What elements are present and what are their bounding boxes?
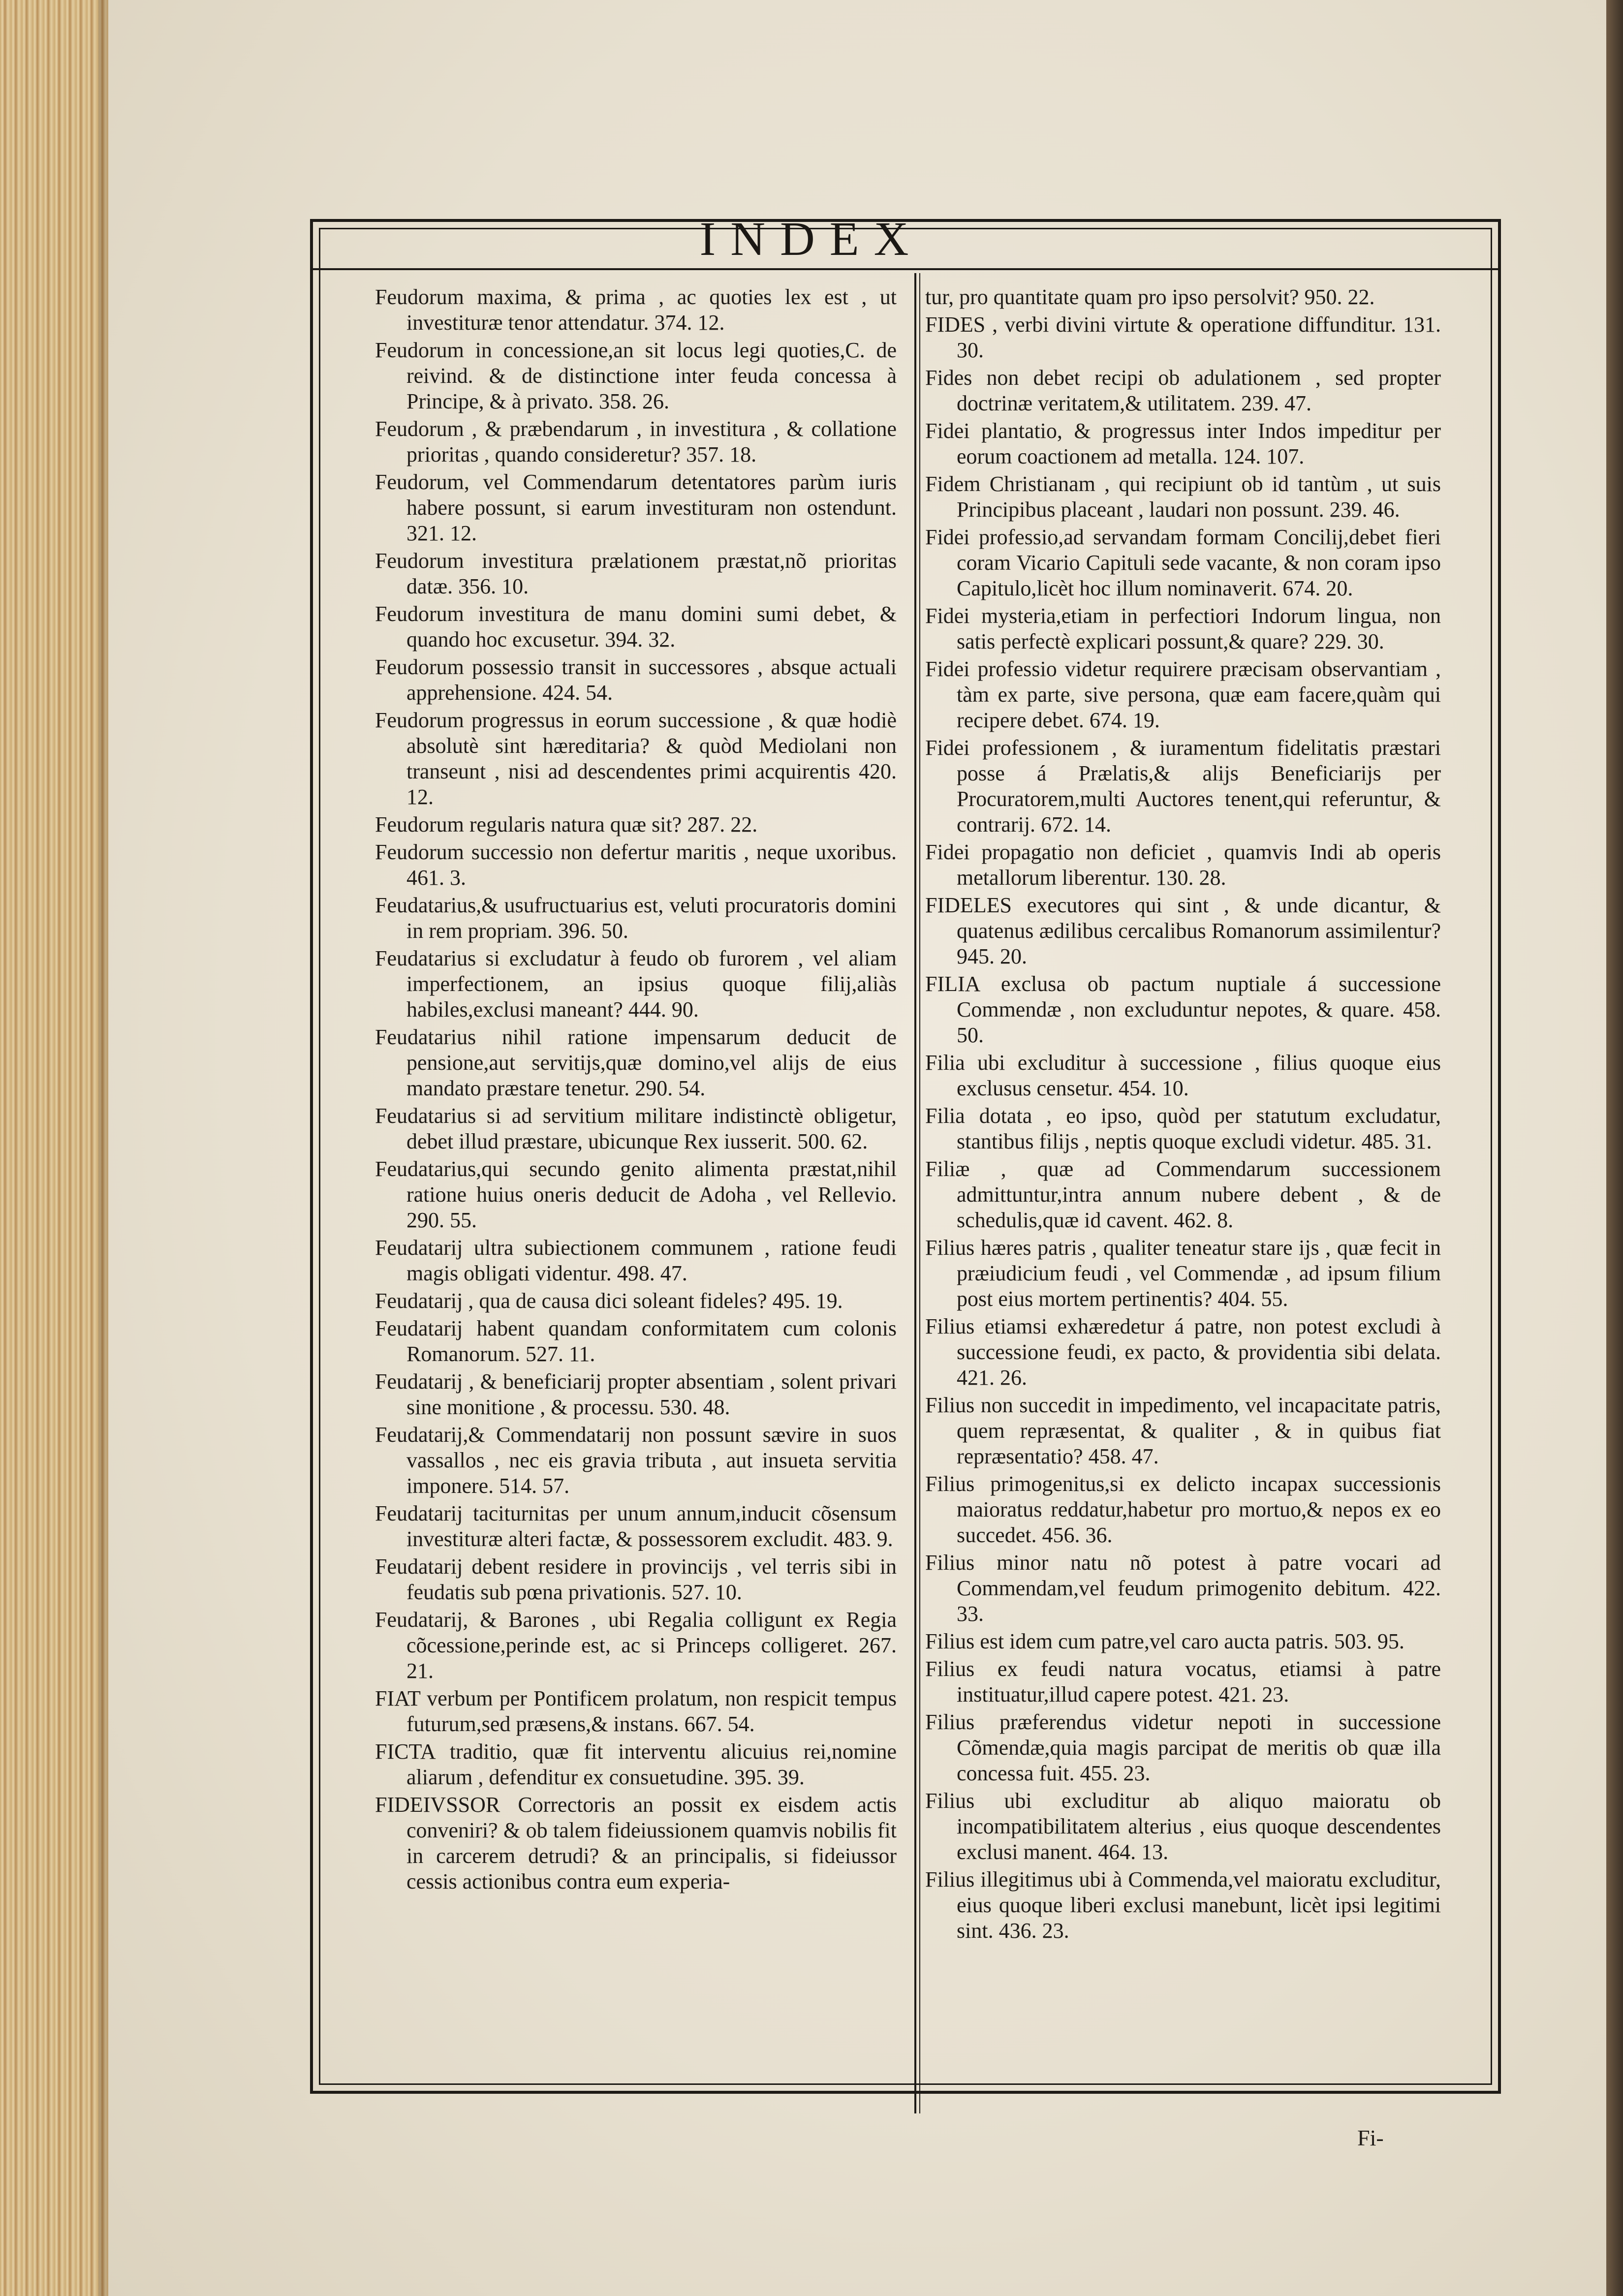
index-entry: FICTA traditio, quæ fit interventu alicuius rei,nomine aliarum , defenditur ex consuetudine. 395. 39. xyxy=(375,1739,897,1789)
header-rule xyxy=(313,268,1498,270)
index-entry: Filius ex feudi natura vocatus, etiamsi à patre instituatur,illud capere potest. 421. 23. xyxy=(925,1657,1441,1706)
index-entry: Feudatarius,& usufructuarius est, veluti procuratoris domini in rem propriam. 396. 50. xyxy=(375,893,897,943)
catchword: Fi- xyxy=(1357,2125,1384,2150)
index-entry: Filius hæres patris , qualiter teneatur stare ijs , quæ fecit in præiudicium feudi , vel Commendæ , ad ipsum filium post eius mortem pertinentis? 404. 55. xyxy=(925,1236,1441,1311)
index-entry: Feudatarij , & beneficiarij propter absentiam , solent privari sine monitione , & processu. 530. 48. xyxy=(375,1369,897,1419)
index-entry: Filius primogenitus,si ex delicto incapax successionis maioratus reddatur,habetur pro mortuo,& nepos ex eo succedet. 456. 36. xyxy=(925,1472,1441,1547)
index-entry: Feudorum regularis natura quæ sit? 287. 22. xyxy=(375,812,758,837)
index-entry: Filius præferendus videtur nepoti in successione Cõmendæ,quia magis parcipat de meritis ob quæ illa concessa fuit. 455. 23. xyxy=(925,1710,1441,1785)
index-entry: Feudorum investitura prælationem præstat,nõ prioritas datæ. 356. 10. xyxy=(375,549,897,598)
index-entry: Filia dotata , eo ipso, quòd per statutum excludatur, stantibus filijs , neptis quoque excludi videtur. 485. 31. xyxy=(925,1104,1441,1153)
index-entry: Filius non succedit in impedimento, vel incapacitate patris, quem repræsentat, & qualiter , & in quibus fiat repræsentatio? 458. 47. xyxy=(925,1393,1441,1468)
index-entry: Feudorum , & præbendarum , in investitura , & collatione prioritas , quando consideretur? 357. 18. xyxy=(375,417,897,466)
index-entry: Feudatarij, & Barones , ubi Regalia colligunt ex Regia cõcessione,perinde est, ac si Princeps colligeret. 267. 21. xyxy=(375,1608,897,1683)
page-title: INDEX xyxy=(699,213,924,266)
index-entry: Filius minor natu nõ potest à patre vocari ad Commendam,vel feudum primogenito debitum. 422. 33. xyxy=(925,1551,1441,1626)
index-entry: FIDES , verbi divini virtute & operatione diffunditur. 131. 30. xyxy=(925,312,1441,362)
index-entry: Fidei propagatio non deficiet , quamvis Indi ab operis metallorum liberentur. 130. 28. xyxy=(925,840,1441,890)
index-entry: Feudatarij habent quandam conformitatem cum colonis Romanorum. 527. 11. xyxy=(375,1316,897,1366)
index-entry: Feudatarij,& Commendatarij non possunt sævire in suos vassallos , nec eis gravia tributa , aut insueta servitia imponere. 514. 57. xyxy=(375,1423,897,1498)
index-entry: Feudorum, vel Commendarum detentatores parùm iuris habere possunt, si earum investituram non ostendunt. 321. 12. xyxy=(375,470,897,545)
index-column-right xyxy=(925,284,1441,2105)
index-entry: Fidei professio,ad servandam formam Concilij,debet fieri coram Vicario Capituli sede vacante, & non coram ipso Capitulo,licèt hoc illum nominaverit. 674. 20. xyxy=(925,525,1441,600)
index-entry: Feudorum possessio transit in successores , absque actuali apprehensione. 424. 54. xyxy=(375,655,897,705)
index-entry: Filius est idem cum patre,vel caro aucta patris. 503. 95. xyxy=(925,1629,1405,1653)
index-entry: Fidei professionem , & iuramentum fidelitatis præstari posse á Prælatis,& alijs Beneficiarijs per Procuratorem,multi Auctores tenent,qui referuntur, & contrarij. 672. 14. xyxy=(925,736,1441,837)
index-entry: Filia ubi excluditur à successione , filius quoque eius exclusus censetur. 454. 10. xyxy=(925,1051,1441,1100)
index-entry: Filiæ , quæ ad Commendarum successionem admittuntur,intra annum nubere debent , & de schedulis,quæ id cavent. 462. 8. xyxy=(925,1157,1441,1232)
index-entry: Feudorum maxima, & prima , ac quoties lex est , ut investituræ tenor attendatur. 374. 12. xyxy=(375,285,897,335)
index-entry: Feudorum investitura de manu domini sumi debet, & quando hoc excusetur. 394. 32. xyxy=(375,602,897,652)
index-entry: Feudatarij , qua de causa dici soleant fideles? 495. 19. xyxy=(375,1289,843,1313)
index-entry: Feudorum in concessione,an sit locus legi quoties,C. de reivind. & de distinctione inter feuda concessa à Principe, & à privato. 358. 26. xyxy=(375,338,897,413)
index-entry: Filius illegitimus ubi à Commenda,vel maioratu excluditur, eius quoque liberi exclusi manebunt, licèt ipsi legitimi sint. 436. 23. xyxy=(925,1867,1441,1943)
index-entry: Fidei professio videtur requirere præcisam observantiam , tàm ex parte, sive persona, quæ eam facere,quàm qui recipere debet. 674. 19. xyxy=(925,657,1441,732)
index-entry: Feudatarius nihil ratione impensarum deducit de pensione,aut servitijs,quæ domino,vel alijs de eius mandato præstare tenetur. 290. 54. xyxy=(375,1025,897,1100)
index-entry: FIDELES executores qui sint , & unde dicantur, & quatenus ædilibus cercalibus Romanorum assimilentur? 945. 20. xyxy=(925,893,1441,968)
column-divider xyxy=(914,273,916,2113)
index-entry: FIDEIVSSOR Correctoris an possit ex eisdem actis conveniri? & ob talem fideiussionem quamvis nobilis fit in carcerem detrudi? & an principalis, si fideiussor cessis actionibus contra eum experia- xyxy=(375,1793,897,1893)
index-entry: Filius ubi excluditur ab aliquo maioratu ob incompatibilitatem alterius , eius quoque descendentes exclusi manent. 464. 13. xyxy=(925,1789,1441,1864)
column-divider-thin xyxy=(919,273,920,2113)
index-entry: Feudatarij ultra subiectionem communem , ratione feudi magis obligati videntur. 498. 47. xyxy=(375,1236,897,1285)
index-entry: FILIA exclusa ob pactum nuptiale á successione Commendæ , non excluduntur nepotes, & quare. 458. 50. xyxy=(925,972,1441,1047)
index-entry: Feudatarius si excludatur à feudo ob furorem , vel aliam imperfectionem, an ipsius quoque filij,aliàs habiles,exclusi maneant? 444. 90. xyxy=(375,946,897,1022)
index-entry: Fides non debet recipi ob adulationem , sed propter doctrinæ veritatem,& utilitatem. 239. 47. xyxy=(925,366,1441,415)
index-entry: tur, pro quantitate quam pro ipso persolvit? 950. 22. xyxy=(925,285,1375,309)
book-binding-edge xyxy=(1606,0,1623,2296)
index-column-left xyxy=(375,284,897,2105)
index-entry: Fidei mysteria,etiam in perfectiori Indorum lingua, non satis perfectè explicari possunt,& quare? 229. 30. xyxy=(925,604,1441,653)
index-entry: Fidei plantatio, & progressus inter Indos impeditur per eorum coactionem ad metalla. 124. 107. xyxy=(925,419,1441,468)
index-entry: Feudatarius,qui secundo genito alimenta præstat,nihil ratione huius oneris deducit de Adoha , vel Rellevio. 290. 55. xyxy=(375,1157,897,1232)
index-entry: Feudatarij debent residere in provincijs , vel terris sibi in feudatis sub pœna privationis. 527. 10. xyxy=(375,1554,897,1604)
index-entry: FIAT verbum per Pontificem prolatum, non respicit tempus futurum,sed præsens,& instans. 667. 54. xyxy=(375,1686,897,1736)
index-entry: Feudorum progressus in eorum successione , & quæ hodiè absolutè sint hæreditaria? & quòd Mediolani non transeunt , nisi ad descendentes primi acquirentis 420. 12. xyxy=(375,708,897,809)
index-entry: Feudorum successio non defertur maritis , neque uxoribus. 461. 3. xyxy=(375,840,897,890)
index-entry: Feudatarius si ad servitium militare indistinctè obligetur, debet illud præstare, ubicunque Rex iusserit. 500. 62. xyxy=(375,1104,897,1153)
index-entry: Fidem Christianam , qui recipiunt ob id tantùm , ut suis Principibus placeant , laudari non possunt. 239. 46. xyxy=(925,472,1441,522)
index-entry: Feudatarij taciturnitas per unum annum,inducit cõsensum investituræ alteri factæ, & possessorem excludit. 483. 9. xyxy=(375,1501,897,1551)
index-entry: Filius etiamsi exhæredetur á patre, non potest excludi à successione feudi, ex pacto, & providentia sibi delata. 421. 26. xyxy=(925,1314,1441,1390)
book-page-edges xyxy=(0,0,108,2296)
